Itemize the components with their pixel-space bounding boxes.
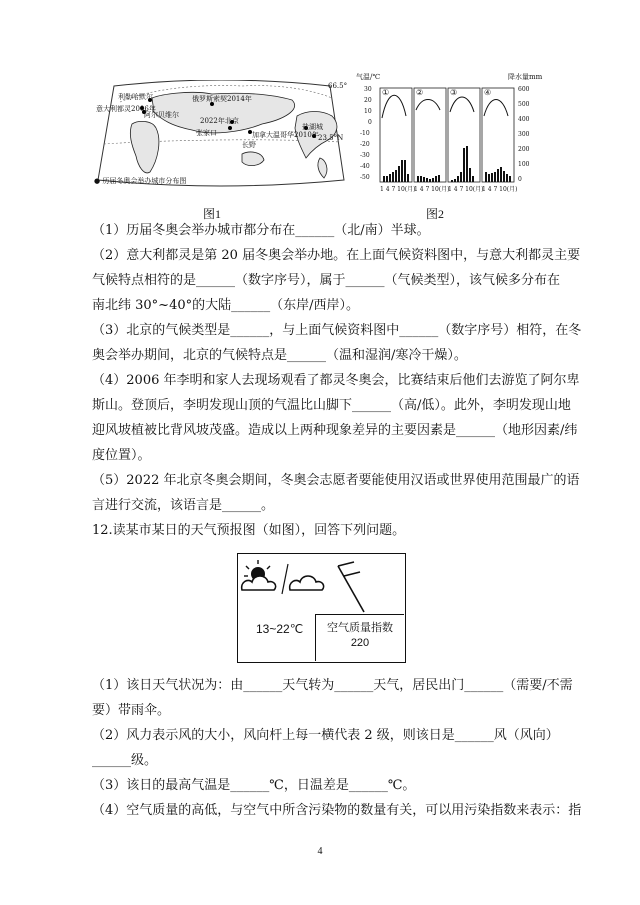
question-1: （1）历届冬奥会举办城市都分布在______（北/南）半球。	[92, 223, 430, 238]
city-label-beijing: 2022年北京	[200, 117, 239, 125]
subquestion-1-line-1: （1）该日天气状况为：由______天气转为______天气，居民出门______（需要/不需	[92, 678, 573, 693]
subquestion-4: （4）空气质量的高低，与空气中所含污染物的数量有关，可以用污染指数来表示：指	[92, 803, 582, 818]
temp-tick: -30	[360, 152, 370, 159]
cloud-icon	[290, 576, 324, 590]
subquestion-3: （3）该日的最高气温是______℃，日温差是______℃。	[92, 778, 416, 793]
temp-tick: -40	[360, 163, 370, 170]
question-3-line-1: （3）北京的气候类型是______，与上面气候资料图中______（数字序号）相符，在冬	[92, 323, 582, 338]
city-label-vancouver: 加拿大温哥华2010年	[252, 131, 319, 139]
precip-tick: 300	[518, 131, 530, 138]
cloud-icon	[242, 576, 276, 590]
precip-tick: 100	[518, 161, 530, 168]
month-labels-4: 1 4 7 10(月)	[482, 186, 518, 193]
figure-2-caption: 图2	[426, 207, 445, 221]
city-label-salt-lake-city: 盐湖城	[302, 123, 323, 131]
month-labels-3: 1 4 7 10(月)	[448, 186, 484, 193]
precip-axis-label: 降水量mm	[508, 73, 543, 81]
temp-tick: -10	[360, 130, 370, 137]
slash-separator	[282, 564, 288, 594]
city-label-sochi: 俄罗斯索契2014年	[192, 95, 252, 103]
lat-label-arctic: 66.5°	[328, 82, 348, 90]
precip-tick: 200	[518, 146, 530, 153]
figure-2-climate-charts	[354, 68, 550, 198]
air-quality-label: 空气质量指数	[327, 622, 393, 634]
temperature-range: 13~22℃	[256, 622, 304, 636]
subquestion-1-line-2: 要）带雨伞。	[92, 703, 171, 718]
question-5-line-2: 言进行交流，该语言是______。	[92, 498, 275, 513]
temp-axis-label: 气温/℃	[356, 73, 381, 81]
question-4-line-1: （4）2006 年李明和家人去现场观看了都灵冬奥会，比赛结束后他们去游览了阿尔卑	[92, 373, 580, 388]
question-4-line-4: 度位置）。	[92, 448, 151, 463]
city-label-turin: 意大利都灵2006年	[96, 105, 156, 113]
subquestion-2-line-1: （2）风力表示风的大小，风向杆上每一横代表 2 级，则该日是______风（风向）	[92, 728, 559, 743]
figure-1-map	[92, 80, 348, 192]
temp-tick: -20	[360, 141, 370, 148]
wind-direction-shaft	[338, 566, 364, 612]
question-2-line-1: （2）意大利都灵是第 20 届冬奥会举办地。在上面气候资料图中，与意大利都灵主要	[92, 248, 581, 263]
question-4-line-3: 迎风坡植被比背风坡茂盛。造成以上两种现象差异的主要因素是______（地形因素/纬	[92, 423, 578, 438]
weather-forecast-box	[237, 553, 406, 663]
figure-1-caption: 图1	[203, 207, 222, 221]
month-labels-2: 1 4 7 10(月)	[414, 186, 450, 193]
precip-tick: 600	[518, 86, 530, 93]
question-4-line-2: 斯山。登顶后，李明发现山顶的气温比山脚下______（高/低）。此外，李明发现山地	[92, 398, 571, 413]
temp-tick: 30	[364, 86, 372, 93]
city-label-lillehammer: 利勒哈默尔	[118, 93, 153, 101]
map-legend-text: 历届冬奥会举办城市分布图	[102, 177, 187, 185]
wind-barb	[344, 572, 360, 576]
city-label-albertville: 阿尔贝维尔	[144, 111, 179, 119]
panel-label-4: ④	[484, 88, 492, 97]
temp-tick: 10	[364, 108, 372, 115]
question-2-line-2: 气候特点相符的是______（数字序号），属于______（气候类型），该气候多分布在	[92, 273, 561, 288]
map-legend: ● 历届冬奥会举办城市分布图	[94, 177, 187, 185]
precip-tick: 0	[518, 176, 522, 183]
temp-tick: 0	[368, 119, 372, 126]
precip-tick: 400	[518, 116, 530, 123]
question-5-line-1: （5）2022 年北京冬奥会期间，冬奥会志愿者要能使用汉语或世界使用范围最广的语	[92, 473, 580, 488]
wind-barb	[338, 562, 354, 566]
question-2-line-3: 南北纬 30°~40°的大陆______（东岸/西岸）。	[92, 298, 359, 313]
temp-tick: -50	[360, 174, 370, 181]
month-labels-1: 1 4 7 10(月)	[380, 186, 416, 193]
page-number: 4	[317, 846, 323, 857]
air-quality-box	[315, 614, 404, 661]
panel-label-3: ③	[450, 88, 458, 97]
city-label-zhangjiakou: 张家口	[196, 129, 217, 137]
subquestion-2-line-2: ______级。	[92, 753, 158, 768]
question-3-line-2: 奥会举办期间，北京的气候特点是______（温和湿润/寒冷干燥）。	[92, 348, 467, 363]
precip-tick: 500	[518, 101, 530, 108]
lat-label-tropic: 23.5°N	[318, 134, 344, 142]
air-quality-value: 220	[350, 637, 370, 649]
panel-label-1: ①	[382, 88, 390, 97]
panel-label-2: ②	[416, 88, 424, 97]
question-12-intro: 12.读某市某日的天气预报图（如图），回答下列问题。	[92, 523, 406, 538]
temp-tick: 20	[364, 97, 372, 104]
city-label-nagano: 长野	[242, 141, 256, 149]
